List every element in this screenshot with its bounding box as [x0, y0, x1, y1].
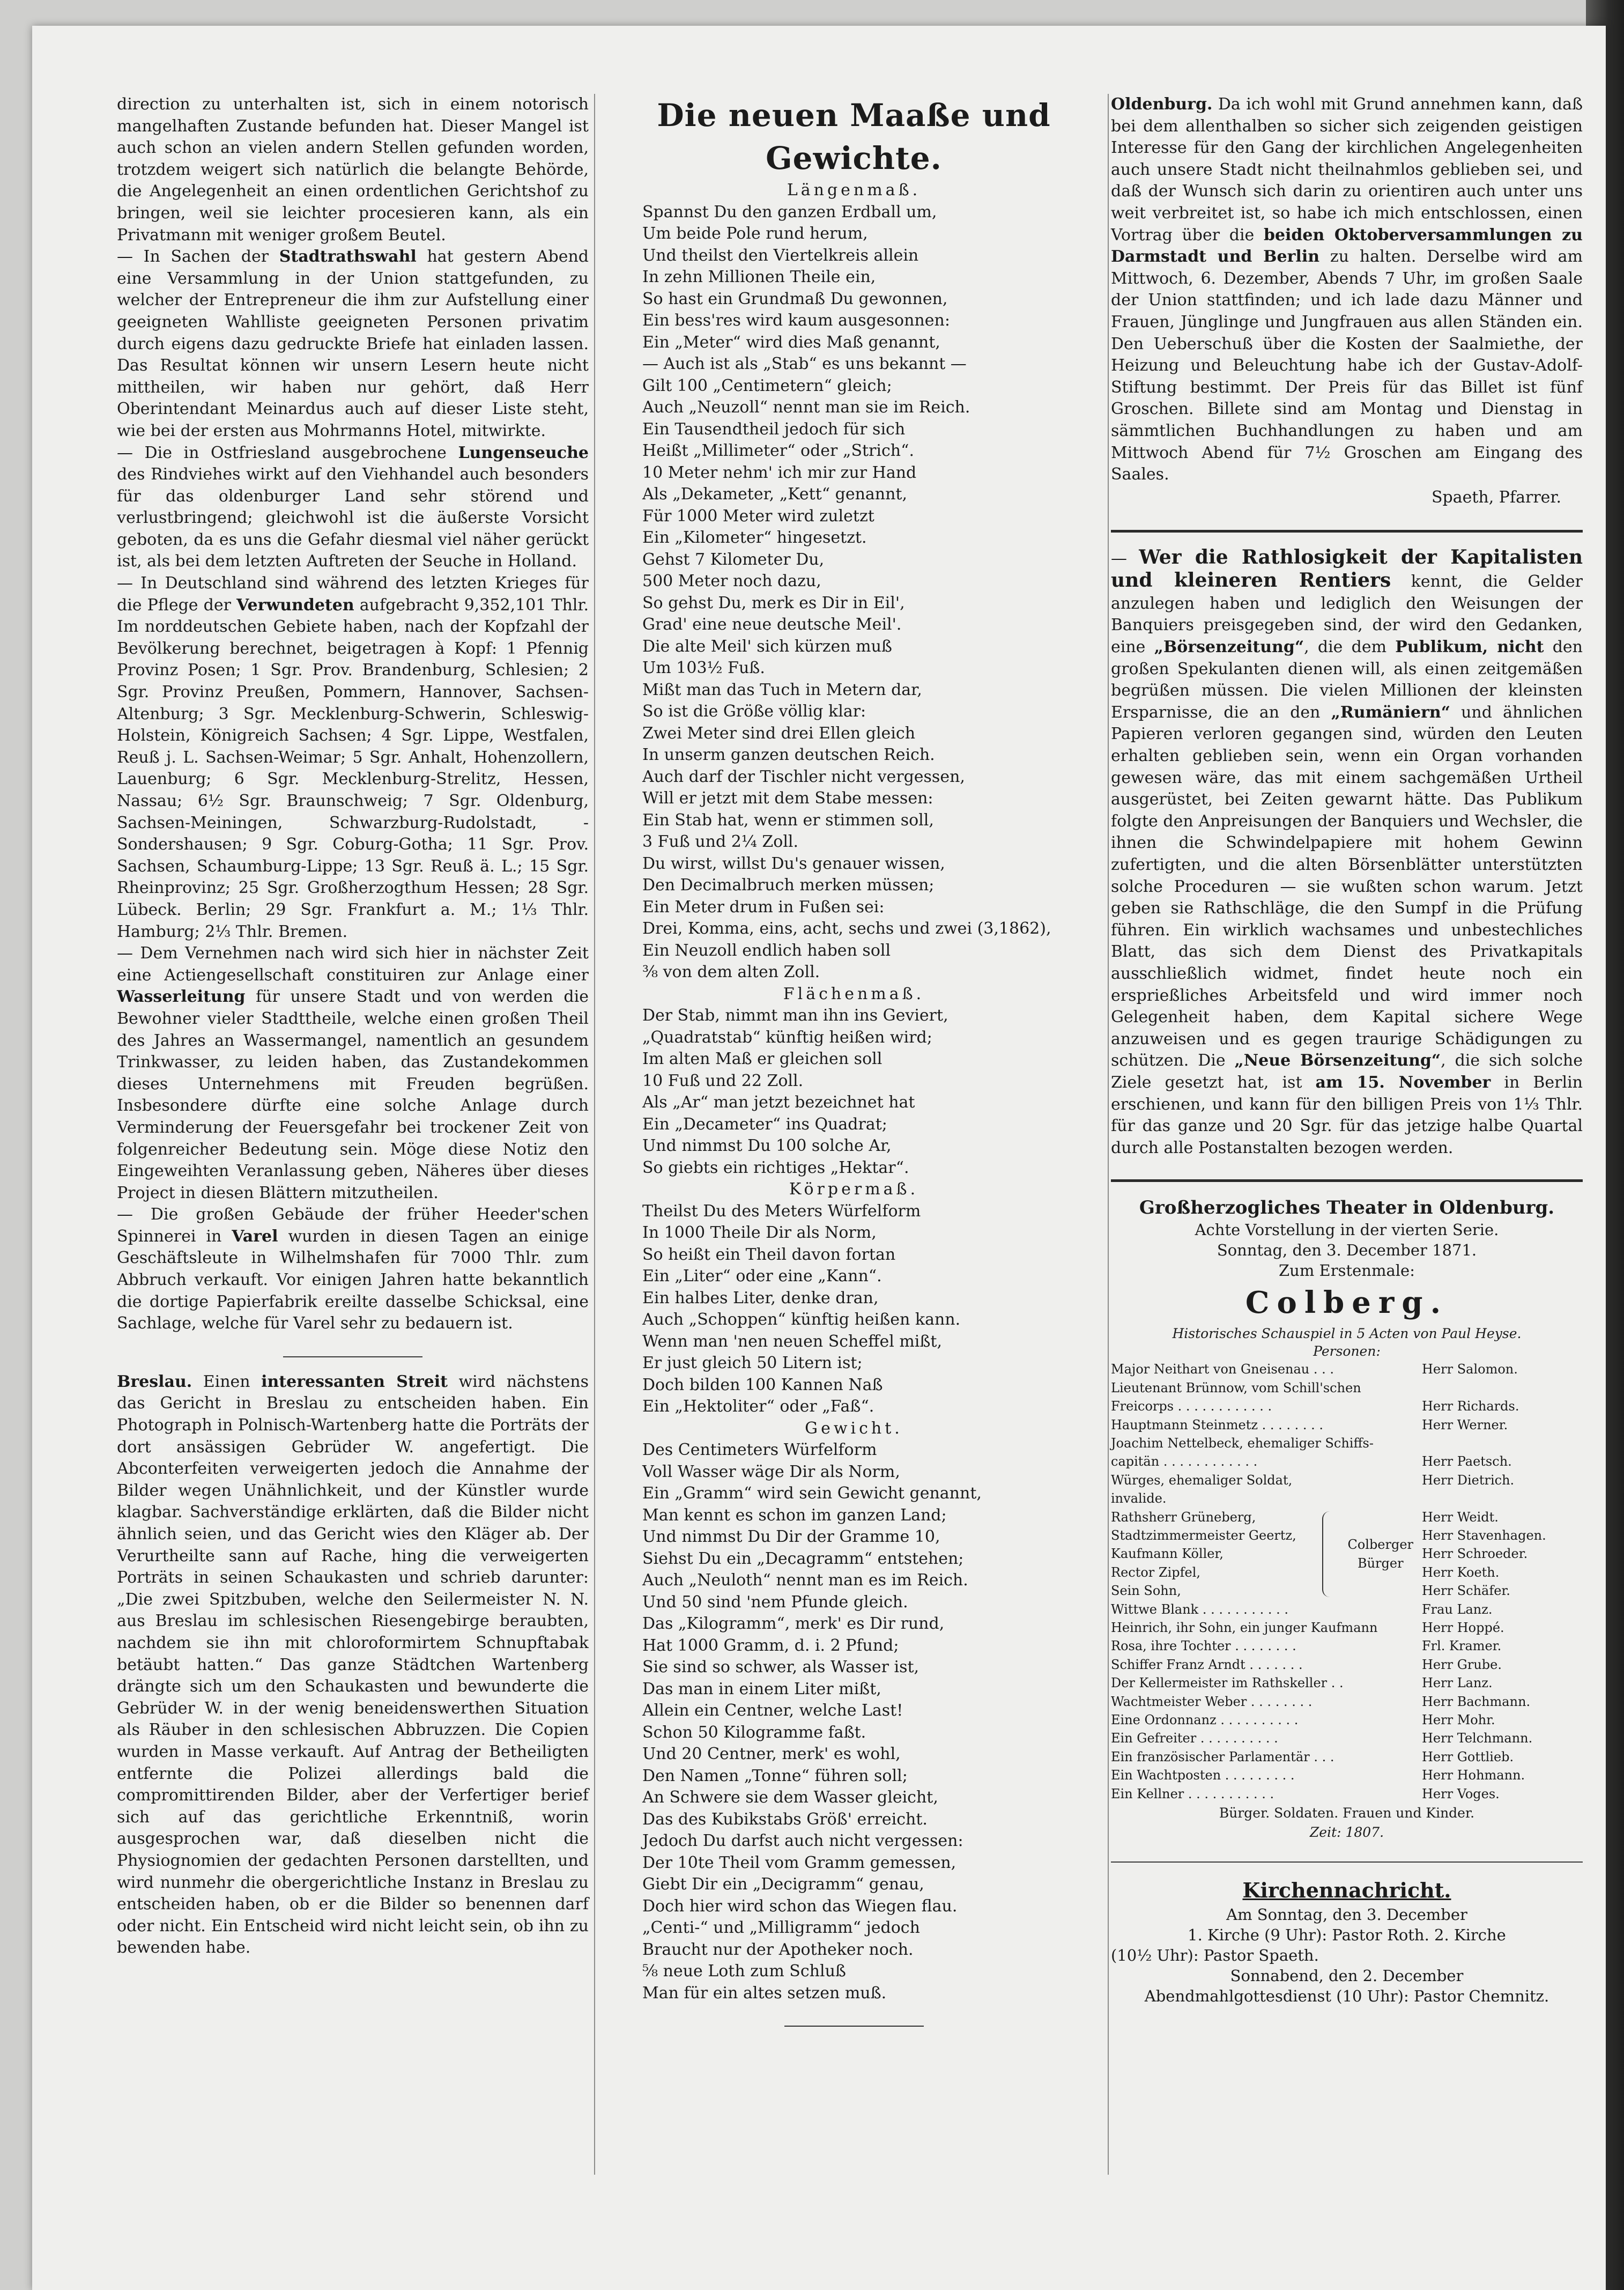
kirche-line4: Sonnabend, den 2. December: [1230, 1967, 1464, 1985]
keyword-varel: Varel: [232, 1227, 278, 1246]
cast-group-brace: [1322, 1511, 1334, 1597]
keyword-oktoberversammlungen: beiden Oktoberversammlungen zu Darmstadt und Berlin: [1111, 225, 1583, 267]
cast-actor: Herr Grube.: [1422, 1657, 1502, 1672]
cast-actor: Herr Hohmann.: [1422, 1768, 1525, 1783]
cast-row: [1111, 1656, 1583, 1674]
cast-role: invalide.: [1111, 1491, 1167, 1506]
column-rule-left: [594, 94, 595, 2175]
cast-group-role: Sein Sohn,: [1111, 1583, 1181, 1599]
cast-row: [1111, 1379, 1583, 1397]
cast-actor: [1422, 1434, 1583, 1452]
cast-list: [1111, 1360, 1583, 1803]
cast-group-actor: Herr Schäfer.: [1422, 1583, 1510, 1599]
section-gewicht: Gewicht.: [805, 1419, 903, 1438]
article-direction: direction zu unterhalten ist, sich in einem notorisch mangelhaften Zustande befunden hat. Dieser Mangel ist auch schon an vielen andern Stellen gefunden worden, trotzdem weigert sich natürlich die belangte Behörde, die Angelegenheit an einen ordentlichen Gerichtshof zu bringen, weil sie leichter procesieren kann, als ein Privatmann mit weniger großem Beutel.: [117, 95, 589, 245]
theater-divider: [1111, 1179, 1583, 1182]
keyword-stadtrathswahl: Stadtrathswahl: [279, 247, 417, 267]
cast-role: Der Kellermeister im Rathskeller . .: [1111, 1675, 1344, 1691]
cast-row: [1111, 1674, 1583, 1692]
ad-boersenzeitung-headline: Wer die Rathlosigkeit der Kapitalisten und kleineren Rentiers: [1111, 545, 1583, 592]
kirche-line3: (10½ Uhr): Pastor Spaeth.: [1111, 1946, 1319, 1965]
cast-row: [1111, 1785, 1583, 1803]
column-rule-right: [1108, 94, 1109, 2175]
section-divider: [283, 1356, 422, 1357]
keyword-oldenburg: Oldenburg.: [1111, 95, 1213, 114]
cast-row: [1111, 1766, 1583, 1784]
cast-role: Ein Wachtposten . . . . . . . . .: [1111, 1768, 1295, 1783]
cast-group-colberger: [1111, 1508, 1583, 1600]
kirche-line5: Abendmahlgottesdienst (10 Uhr): Pastor Chemnitz.: [1144, 1987, 1549, 2006]
article-wasserleitung: — Dem Vernehmen nach wird sich hier in nächster Zeit eine Actiengesellschaft constituiren zur Anlage einer Wasserleitung für unsere Stadt und von werden die Bewohner vieler Stadttheile, welche einen großen Theil des Jahres an Wassermangel, namentlich an gesundem Trinkwasser, zu leiden haben, das Zustandekommen dieses Unternehmens mit Freuden begrüßen. Insbesondere dürfte eine solche Anlage durch Verminderung der Feuersgefahr bei trockener Zeit von folgenreicher Bedeutung sein. Möge diese Notiz den Eingeweihten Veranlassung geben, Näheres über dieses Project in diesen Blättern mitzutheilen.: [117, 944, 589, 1202]
theater-announcement: [1111, 1196, 1583, 1841]
article-lungenseuche: — Die in Ostfriesland ausgebrochene Lungenseuche des Rindviehes wirkt auf den Viehhandel auch besonders für das oldenburger Land sehr störend und verlustbringend; gleichwohl ist die äußerste Vorsicht geboten, da es uns die Gefahr diesmal viel näher gerückt ist, als bei dem letzten Auftreten der Seuche in Holland.: [117, 443, 589, 571]
cast-actor: Herr Richards.: [1422, 1399, 1519, 1414]
article-verwundeten: — In Deutschland sind während des letzten Krieges für die Pflege der Verwundeten aufgebracht 9,352,101 Thlr. Im norddeutschen Gebiete haben, nach der Kopfzahl der Bevölkerung berechnet, beigetragen à Kopf: 1 Pfennig Provinz Posen; 1 Sgr. Prov. Brandenburg, Schlesien; 2 Sgr. Provinz Preußen, Pommern, Hannover, Sachsen-Altenburg; 3 Sgr. Mecklenburg-Schwerin, Schleswig-Holstein, Königreich Sachsen; 4 Sgr. Lippe, Westfalen, Reuß j. L. Sachsen-Weimar; 5 Sgr. Anhalt, Hohenzollern, Lauenburg; 6 Sgr. Mecklenburg-Strelitz, Hessen, Nassau; 6½ Sgr. Braunschweig; 7 Sgr. Oldenburg, Sachsen-Meiningen, Schwarzburg-Rudolstadt, -Sondershausen; 9 Sgr. Coburg-Gotha; 11 Sgr. Prov. Sachsen, Schaumburg-Lippe; 13 Sgr. Reuß ä. L.; 15 Sgr. Rheinprovinz; 25 Sgr. Großherzogthum Hessen; 28 Sgr. Lübeck. Berlin; 29 Sgr. Frankfurt a. M.; 1⅓ Thlr. Hamburg; 2⅓ Thlr. Bremen.: [117, 574, 589, 941]
cast-actor: Herr Salomon.: [1422, 1362, 1518, 1377]
theater-zeit: Zeit: 1807.: [1309, 1824, 1384, 1841]
cast-list-lower: [1111, 1600, 1583, 1803]
cast-row: [1111, 1637, 1583, 1655]
theater-line1: Achte Vorstellung in der vierten Serie.: [1195, 1221, 1499, 1239]
cast-role: Rosa, ihre Tochter . . . . . . . .: [1111, 1638, 1296, 1654]
cast-role: Wachtmeister Weber . . . . . . . .: [1111, 1694, 1312, 1709]
cast-group-role: Kaufmann Köller,: [1111, 1546, 1223, 1562]
article-oldenburg-vortrag: Oldenburg. Da ich wohl mit Grund annehmen kann, daß bei dem allenthalben so sicher sich zeigenden geistigen Interesse für den Gang der kirchlichen Angelegenheiten auch unsere Stadt nicht theilnahmlos geblieben sei, und daß der Wunsch sich darin zu orientiren auch unter uns weit verbreitet ist, so habe ich mich entschlossen, einen Vortrag über die beiden Oktoberversammlungen zu Darmstadt und Berlin zu halten. Derselbe wird am Mittwoch, 6. Dezember, Abends 7 Uhr, im großen Saale der Union stattfinden; und ich lade dazu Männer und Frauen, Jünglinge und Jungfrauen aus allen Ständen ein. Den Ueberschuß über die Kosten der Saalmiethe, der Heizung und Beleuchtung habe ich der Gustav-Adolf-Stiftung bestimmt. Der Preis für das Billet ist fünf Groschen. Billete sind am Montag und Dienstag in sämmtlichen Buchhandlungen zu haben und am Mittwoch Abend für 7½ Groschen am Eingang des Saales.: [1111, 95, 1583, 484]
cast-actor: Herr Dietrich.: [1422, 1472, 1515, 1488]
cast-row: [1111, 1711, 1583, 1729]
cast-group-actor: Herr Koeth.: [1422, 1564, 1500, 1580]
cast-group-label: Colberger Bürger: [1347, 1537, 1414, 1571]
cast-group-actor: Herr Schroeder.: [1422, 1546, 1528, 1562]
article-stadtrathswahl: — In Sachen der Stadtrathswahl hat gestern Abend eine Versammlung in der Union stattgefunden, zu welcher der Entrepreneur die ihm zur Aufstellung einer geeigneten Wahlliste geeigneten Personen privatim durch eigens dazu gedruckte Briefe hat einladen lassen. Das Resultat können wir unsern Lesern heute nicht mittheilen, wir haben nur gehört, daß Herr Oberintendant Meinardus auch auf dieser Liste steht, wie bei der ersten aus Mohrmanns Hotel, mitwirkte.: [117, 247, 589, 440]
cast-row: [1111, 1489, 1583, 1508]
personen-label: Personen:: [1313, 1343, 1381, 1360]
cast-actor: Frl. Kramer.: [1422, 1638, 1502, 1654]
article-breslau: Breslau. Einen interessanten Streit wird nächstens das Gericht in Breslau zu entscheiden haben. Ein Photograph in Polnisch-Wartenberg hatte die Porträts der dort ansässigen Gebrüder W. angefertigt. Die Abconterfeiten verweigerten jedoch die Annahme der Bilder wegen Unähnlichkeit, und der Künstler wurde klagbar. Sachverständige erklärten, daß die Bilder nicht ähnlich seien, und das Gericht wies den Kläger ab. Der Verurtheilte sann auf Rache, hing die verweigerten Porträts in seinen Schaukasten und schrieb darunter: „Die zwei Spitzbuben, welche den Seilermeister N. N. aus Breslau im schlesischen Riesengebirge beraubten, nachdem sie ihn mit chloroformirtem Schnupftabak betäubt hatten.“ Das ganze Städtchen Wartenberg drängte sich um den Schaukasten und bewunderte die Gebrüder W. in der wenig beneidenswerthen Situation als Räuber in den schlesischen Abbruzzen. Die Copien wurden in Masse verkauft. Auf Antrag der Betheiligten entfernte die Polizei allerdings bald die compromittirenden Bilder, aber der Verfertiger berief sich auf das gerichtliche Erkenntniß, worin ausgesprochen war, daß dieselben nicht die Physiognomien der gedachten Personen darstellten, und wird nunmehr die obergerichtliche Instanz in Breslau zu entscheiden haben, ob er die Bilder so benennen darf oder nicht. Ein Entscheid wird nicht leicht sein, ob ihn zu bewenden habe.: [117, 1372, 589, 1957]
cast-role: Eine Ordonnanz . . . . . . . . . .: [1111, 1712, 1299, 1728]
kirche-divider: [1111, 1861, 1583, 1863]
cast-role: Joachim Nettelbeck, ehemaliger Schiffs-: [1111, 1435, 1374, 1451]
ad-divider: [1111, 530, 1583, 533]
cast-actor: [1422, 1489, 1583, 1508]
keyword-breslau: Breslau.: [117, 1372, 192, 1391]
cast-role: Ein französischer Parlamentär . . .: [1111, 1749, 1334, 1764]
theater-date: Sonntag, den 3. December 1871.: [1217, 1241, 1477, 1260]
kirche-line1: Am Sonntag, den 3. December: [1226, 1905, 1467, 1924]
theater-extras: Bürger. Soldaten. Frauen und Kinder.: [1219, 1805, 1475, 1821]
cast-role: Lieutenant Brünnow, vom Schill'schen: [1111, 1380, 1361, 1395]
section-laengenmass: Längenmaß.: [787, 181, 921, 200]
cast-row: [1111, 1748, 1583, 1766]
cast-role: Wittwe Blank . . . . . . . . . . .: [1111, 1601, 1289, 1617]
cast-actor: Herr Lanz.: [1422, 1675, 1493, 1691]
verses-gewicht: Des Centimeters Würfelform Voll Wasser wäge Dir als Norm, Ein „Gramm“ wird sein Gewicht genannt, Man kennt es schon im ganzen Land; Und nimmst Du Dir der Gramme 10, Siehst Du ein „Decagramm“ entstehen; Auch „Neuloth“ nennt man es im Reich. Und 50 sind 'nem Pfunde gleich. Das „Kilogramm“, merk' es Dir rund, Hat 1000 Gramm, d. i. 2 Pfund; Sie sind so schwer, als Wasser ist, Das man in einem Liter mißt, Allein ein Centner, welche Last! Schon 50 Kilogramme faßt. Und 20 Centner, merk' es wohl, Den Namen „Tonne“ führen soll; An Schwere sie dem Wasser gleicht, Das des Kubikstabs Größ' erreicht. Jedoch Du darfst auch nicht vergessen: Der 10te Theil vom Gramm gemessen, Giebt Dir ein „Decigramm“ genau, Doch hier wird schon das Wiegen flau. „Centi-“ und „Milligramm“ jedoch Braucht nur der Apotheker noch. ⅝ neue Loth zum Schluß Man für ein altes setzen muß.: [642, 1441, 982, 2003]
cast-row: [1111, 1360, 1583, 1378]
theater-title: Großherzogliches Theater in Oldenburg.: [1139, 1197, 1555, 1219]
keyword-interessanten-streit: interessanten Streit: [261, 1372, 448, 1391]
cast-actor: Herr Mohr.: [1422, 1712, 1495, 1728]
cast-row: [1111, 1471, 1583, 1489]
cast-actor: Herr Gottlieb.: [1422, 1749, 1514, 1764]
cast-role: Hauptmann Steinmetz . . . . . . . .: [1111, 1417, 1324, 1432]
poem-end-rule: [784, 2026, 924, 2027]
cast-role: Major Neithart von Gneisenau . . .: [1111, 1362, 1334, 1377]
cast-role: Heinrich, ihr Sohn, ein junger Kaufmann: [1111, 1620, 1378, 1635]
cast-role: capitän . . . . . . . . . . . .: [1111, 1454, 1258, 1469]
verses-laengenmass: Spannst Du den ganzen Erdball um, Um beide Pole rund herum, Und theilst den Viertelkreis allein In zehn Millionen Theile ein, So hast ein Grundmaß Du gewonnen, Ein bess'res wird kaum ausgesonnen: Ein „Meter“ wird dies Maß genannt, — Auch ist als „Stab“ es uns bekannt — Gilt 100 „Centimetern“ gleich; Auch „Neuzoll“ nennt man sie im Reich. Ein Tausendtheil jedoch für sich Heißt „Millimeter“ oder „Strich“. 10 Meter nehm' ich mir zur Hand Als „Dekameter, „Kett“ genannt, Für 1000 Meter wird zuletzt Ein „Kilometer“ hingesetzt. Gehst 7 Kilometer Du, 500 Meter noch dazu, So gehst Du, merk es Dir in Eil', Grad' eine neue deutsche Meil'. Die alte Meil' sich kürzen muß Um 103½ Fuß. Mißt man das Tuch in Metern dar, So ist die Größe völlig klar: Zwei Meter sind drei Ellen gleich In unserm ganzen deutschen Reich. Auch darf der Tischler nicht vergessen, Will er jetzt mit dem Stabe messen: Ein Stab hat, wenn er stimmen soll, 3 Fuß und 2¼ Zoll. Du wirst, willst Du's genauer wissen, Den Decimalbruch merken müssen; Ein Meter drum in Fußen sei: Drei, Komma, eins, acht, sechs und zwei (3,1862), Ein Neuzoll endlich haben soll ⅜ von dem alten Zoll.: [642, 202, 1051, 981]
cast-row: [1111, 1600, 1583, 1619]
left-column: [117, 94, 589, 1959]
cast-actor: Frau Lanz.: [1422, 1601, 1493, 1617]
cast-row: [1111, 1729, 1583, 1747]
cast-list-upper: [1111, 1360, 1583, 1508]
cast-actor: Herr Telchmann.: [1422, 1731, 1533, 1746]
cast-role: Würges, ehemaliger Soldat,: [1111, 1472, 1293, 1488]
cast-group-role: Rathsherr Grüneberg,: [1111, 1509, 1256, 1525]
cast-actor: Herr Bachmann.: [1422, 1694, 1531, 1709]
cast-actor: Herr Werner.: [1422, 1417, 1508, 1432]
cast-row: [1111, 1434, 1583, 1452]
middle-column: [600, 94, 1107, 2027]
kirche-title: Kirchennachricht.: [1242, 1878, 1451, 1903]
cast-role: Schiffer Franz Arndt . . . . . . .: [1111, 1657, 1303, 1672]
cast-row: [1111, 1693, 1583, 1711]
cast-group-role: Rector Zipfel,: [1111, 1564, 1201, 1580]
keyword-wasserleitung: Wasserleitung: [117, 987, 246, 1007]
play-title: Colberg.: [1245, 1285, 1449, 1321]
cast-group-roles: [1111, 1508, 1318, 1600]
theater-premiere: Zum Erstenmale:: [1279, 1261, 1415, 1280]
kirche-line2: 1. Kirche (9 Uhr): Pastor Roth. 2. Kirche: [1188, 1926, 1506, 1945]
signature-spaeth: Spaeth, Pfarrer.: [1431, 487, 1561, 507]
cast-actor: Herr Voges.: [1422, 1786, 1500, 1801]
section-koerpermass: Körpermaß.: [789, 1180, 919, 1199]
cast-row: [1111, 1619, 1583, 1637]
cast-group-actor: Herr Weidt.: [1422, 1509, 1499, 1525]
cast-row: [1111, 1416, 1583, 1434]
cast-group-actors: [1422, 1508, 1583, 1600]
poem-title: Die neuen Maaße und Gewichte.: [657, 97, 1051, 176]
cast-role: Freicorps . . . . . . . . . . . .: [1111, 1399, 1272, 1414]
kirchennachricht: [1111, 1877, 1583, 2006]
play-subtitle: Historisches Schauspiel in 5 Acten von Paul Heyse.: [1172, 1326, 1522, 1342]
cast-role: Ein Kellner . . . . . . . . . . .: [1111, 1786, 1274, 1801]
cast-row: [1111, 1397, 1583, 1415]
cast-actor: [1422, 1379, 1583, 1397]
ad-boersenzeitung: — Wer die Rathlosigkeit der Kapitalisten und kleineren Rentiers kennt, die Gelder anzulegen haben und lediglich den Weisungen der Banquiers preisgegeben sind, der wird den Gedanken, eine „Börsenzeitung“, die dem Publikum, nicht den großen Spekulanten dienen will, als einen zeitgemäßen begrüßen müssen. Die vielen Millionen der kleinsten Ersparnisse, die an den „Rumäniern“ und ähnlichen Papieren verloren gegangen sind, würden den Leuten erhalten geblieben sein, wenn ein Organ vorhanden gewesen wäre, das mit einem sachgemäßen Urtheil ausgerüstet, bei Zeiten gewarnt hätte. Das Publikum folgte den Anpreisungen der Banquiers und Wechsler, die ihnen die Schwindelpapiere mit hohem Gewinn zufertigten, und die alten Börsenblätter unterstützten solche Proceduren — sie wußten schon warum. Jetzt geben sie Rathschläge, die den Sumpf in die Prüfung führen. Ein wirklich wachsames und unbestechliches Blatt, das sich dem Dienst des Privatkapitals ausschließlich widmet, findet heute noch ein ersprießliches Arbeitsfeld und wird immer noch Gelegenheit haben, dem Kapital sichere Wege anzuweisen und es gegen traurige Schädigungen zu schützen. Die „Neue Börsenzeitung“, die sich solche Ziele gesetzt hat, ist am 15. November in Berlin erschienen, und kann für den billigen Preis von 1⅓ Thlr. für das ganze und 20 Sgr. für das jetzige halbe Quartal durch alle Postanstalten bezogen werden.: [1111, 545, 1583, 1157]
cast-row: [1111, 1452, 1583, 1471]
section-flaechenmass: Flächenmaß.: [783, 984, 925, 1003]
cast-group-role: Stadtzimmermeister Geertz,: [1111, 1527, 1296, 1543]
verses-flaechenmass: Der Stab, nimmt man ihn ins Geviert, „Quadratstab“ künftig heißen wird; Im alten Maß er gleichen soll 10 Fuß und 22 Zoll. Als „Ar“ man jetzt bezeichnet hat Ein „Decameter“ ins Quadrat; Und nimmst Du 100 solche Ar, So giebts ein richtiges „Hektar“.: [642, 1006, 948, 1177]
keyword-verwundeten: Verwundeten: [236, 595, 354, 615]
article-varel: — Die großen Gebäude der früher Heeder'schen Spinnerei in Varel wurden in diesen Tagen an einige Geschäftsleute in Wilhelmshafen für 7000 Thlr. zum Abbruch verkauft. Vor einigen Jahren hatte bekanntlich die dortige Papierfabrik ereilte dasselbe Schicksal, eine Sachlage, welche für Varel sehr zu bedauern ist.: [117, 1205, 589, 1333]
cast-actor: Herr Hoppé.: [1422, 1620, 1504, 1635]
verses-koerpermass: Theilst Du des Meters Würfelform In 1000 Theile Dir als Norm, So heißt ein Theil davon fortan Ein „Liter“ oder eine „Kann“. Ein halbes Liter, denke dran, Auch „Schoppen“ künftig heißen kann. Wenn man 'nen neuen Scheffel mißt, Er just gleich 50 Litern ist; Doch bilden 100 Kannen Naß Ein „Hektoliter“ oder „Faß“.: [642, 1201, 961, 1416]
cast-group-actor: Herr Stavenhagen.: [1422, 1527, 1546, 1543]
cast-actor: Herr Paetsch.: [1422, 1454, 1512, 1469]
right-column: [1111, 94, 1583, 2006]
keyword-lungenseuche: Lungenseuche: [458, 443, 589, 462]
cast-role: Ein Gefreiter . . . . . . . . . .: [1111, 1731, 1278, 1746]
